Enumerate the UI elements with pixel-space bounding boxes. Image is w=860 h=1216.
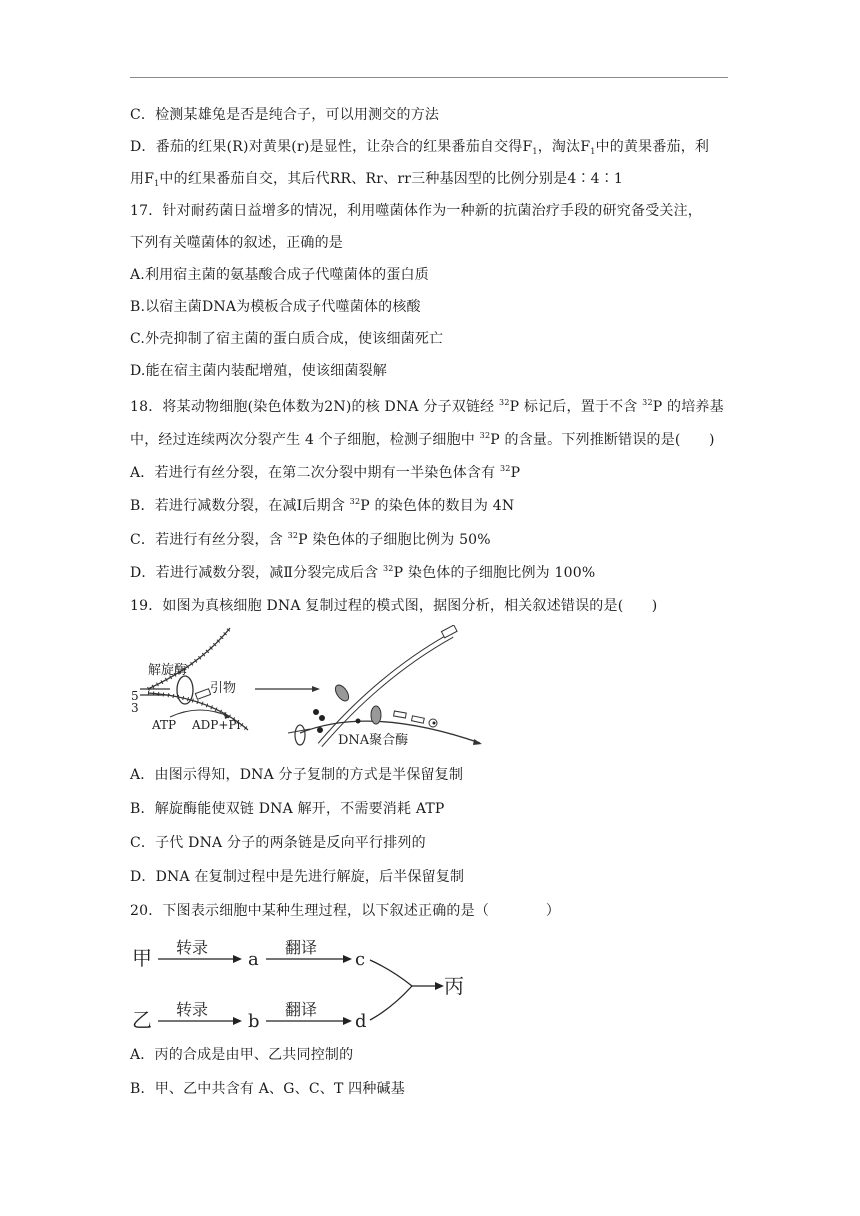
q17-option-c: C.外壳抑制了宿主菌的蛋白质合成，使该细菌死亡 xyxy=(130,331,444,347)
label-yi: 乙 xyxy=(132,1008,152,1032)
label-a: a xyxy=(248,949,259,970)
q18-stem-line1: 18．将某动物细胞(染色体数为2N)的核 DNA 分子双链经 $^{32}$P 标记后，置于不含 $^{32}$P 的培养基 xyxy=(130,398,724,415)
q17-option-d: D.能在宿主菌内装配增殖，使该细菌裂解 xyxy=(130,363,387,379)
q16-option-c: C．检测某雄兔是否是纯合子，可以用测交的方法 xyxy=(130,107,440,123)
label-adp-pi: ADP+Pi xyxy=(192,718,241,732)
q18-option-b: B．若进行减数分裂，在减Ⅰ后期含 $^{32}$P 的染色体的数目为 4N xyxy=(130,497,515,514)
polymerase-upper xyxy=(333,683,352,703)
q19-option-c: C．子代 DNA 分子的两条链是反向平行排列的 xyxy=(130,835,426,851)
label-b: b xyxy=(248,1011,260,1032)
dna-replication-diagram xyxy=(130,625,490,750)
label-primer: 引物 xyxy=(210,681,237,696)
q20-option-a: A．丙的合成是由甲、乙共同控制的 xyxy=(130,1047,354,1063)
q18-option-a: A．若进行有丝分裂，在第二次分裂中期有一半染色体含有 $^{32}$P xyxy=(130,464,521,481)
label-c: c xyxy=(355,949,366,970)
label-d: d xyxy=(355,1011,367,1032)
q19-option-a: A．由图示得知，DNA 分子复制的方式是半保留复制 xyxy=(130,767,464,783)
label-jia: 甲 xyxy=(132,946,152,970)
q16-option-d-line2: 用$F_1$中的红果番茄自交，其后代RR、Rr、rr三种基因型的比例分别是4∶4∶1 xyxy=(130,171,624,188)
label-5-prime: 5 xyxy=(131,689,139,703)
q19-stem: 19．如图为真核细胞 DNA 复制过程的模式图，据图分析，相关叙述错误的是( ) xyxy=(130,598,658,614)
label-bing: 丙 xyxy=(444,974,464,998)
q18-option-d: D．若进行减数分裂，减Ⅱ分裂完成后含 $^{32}$P 染色体的子细胞比例为 100% xyxy=(130,564,596,581)
q17-stem-line1: 17．针对耐药菌日益增多的情况，利用噬菌体作为一种新的抗菌治疗手段的研究备受关注， xyxy=(130,203,703,219)
polymerase-lower xyxy=(371,706,381,724)
q18-option-c: C．若进行有丝分裂，含 $^{32}$P 染色体的子细胞比例为 50% xyxy=(130,531,491,548)
gene-expression-diagram xyxy=(130,930,480,1035)
q18-stem-line2: 中，经过连续两次分裂产生 4 个子细胞，检测子细胞中 $^{32}$P 的含量。下列推断错误的是( ) xyxy=(130,431,715,448)
label-helicase: 解旋酶 xyxy=(148,663,188,678)
label-atp: ATP xyxy=(152,718,177,732)
label-transcribe-bottom: 转录 xyxy=(176,1000,209,1019)
q17-stem-line2: 下列有关噬菌体的叙述，正确的是 xyxy=(130,235,343,251)
primer-mark xyxy=(195,689,210,699)
label-3-prime: 3 xyxy=(131,701,139,715)
helicase-ring xyxy=(177,676,193,704)
label-transcribe-top: 转录 xyxy=(176,938,209,957)
q17-option-a: A.利用宿主菌的氨基酸合成子代噬菌体的蛋白质 xyxy=(130,267,429,283)
q20-stem: 20．下图表示细胞中某种生理过程，以下叙述正确的是（ ） xyxy=(130,903,561,919)
label-translate-bottom: 翻译 xyxy=(285,1000,318,1019)
header-rule xyxy=(130,77,728,78)
q19-option-b: B．解旋酶能使双链 DNA 解开，不需要消耗 ATP xyxy=(130,801,445,817)
q20-option-b: B．甲、乙中共含有 A、G、C、T 四种碱基 xyxy=(130,1081,405,1097)
q17-option-b: B.以宿主菌DNA为模板合成子代噬菌体的核酸 xyxy=(130,299,421,315)
label-translate-top: 翻译 xyxy=(285,938,318,957)
q16-option-d-line1: D．番茄的红果(R)对黄果(r)是显性，让杂合的红果番茄自交得$F_1$，淘汰$F_1$中的黄果番茄，利 xyxy=(130,139,710,156)
q19-option-d: D．DNA 在复制过程中是先进行解旋，后半保留复制 xyxy=(130,869,465,885)
label-dna-polymerase: DNA聚合酶 xyxy=(338,733,409,748)
